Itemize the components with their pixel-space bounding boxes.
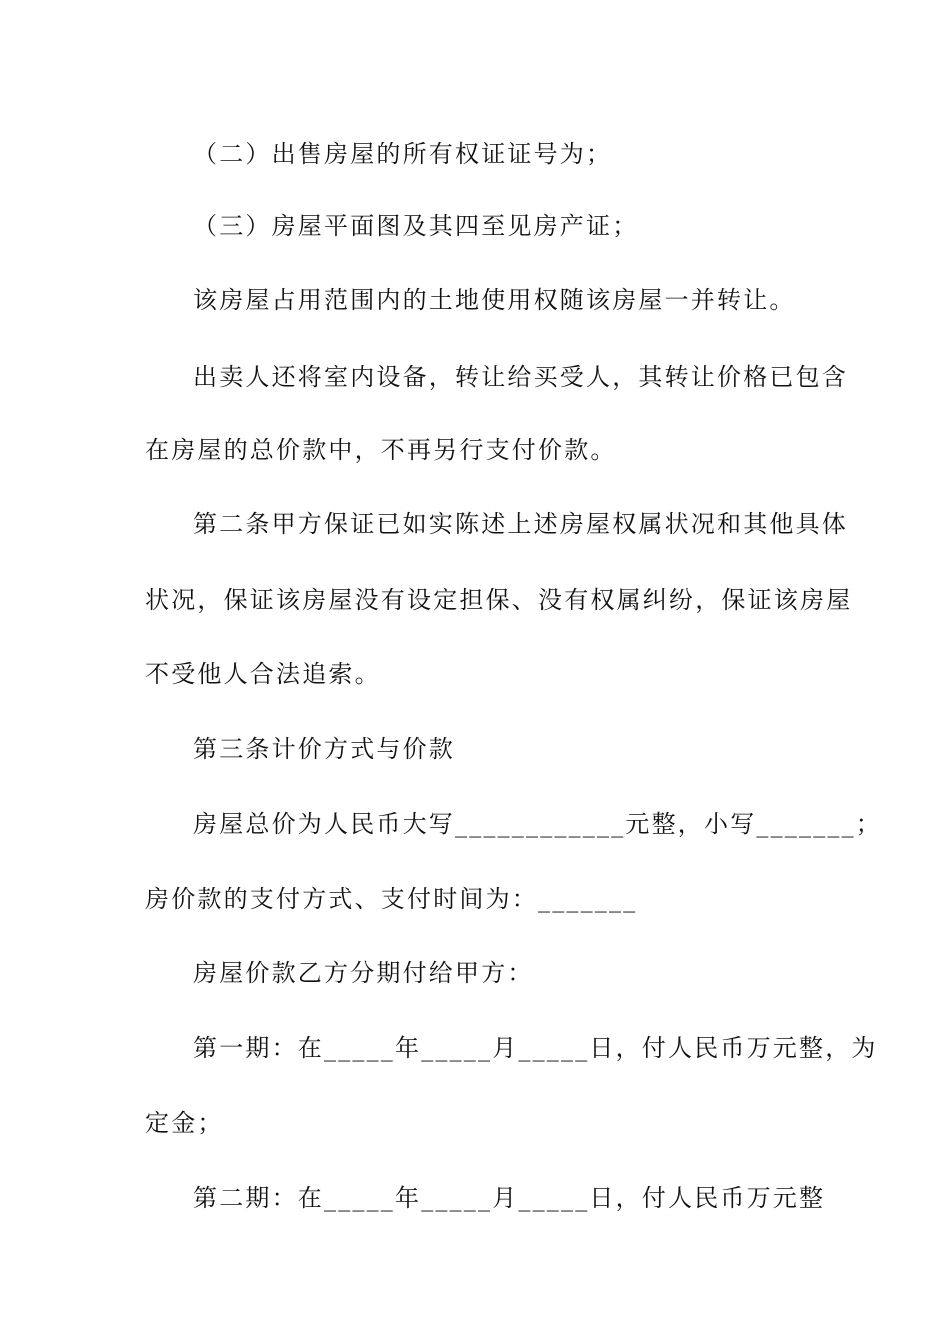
article-three-heading: 第三条计价方式与价款: [193, 735, 455, 763]
installment-intro: 房屋价款乙方分期付给甲方：: [193, 959, 534, 987]
installment-one-line2: 定金；: [145, 1109, 224, 1137]
paragraph-indoor-equipment-line1: 出卖人还将室内设备，转让给买受人，其转让价格已包含: [193, 363, 848, 391]
installment-one-line1: 第一期：在_____年_____月_____日，付人民币万元整，为: [193, 1034, 878, 1062]
paragraph-indoor-equipment-line2: 在房屋的总价款中，不再另行支付价款。: [145, 436, 617, 464]
article-two-line2: 状况，保证该房屋没有设定担保、没有权属纠纷，保证该房屋: [145, 586, 853, 614]
paragraph-floor-plan: （三）房屋平面图及其四至见房产证；: [193, 212, 639, 240]
payment-method-line: 房价款的支付方式、支付时间为：_______: [145, 885, 638, 913]
installment-two-line1: 第二期：在_____年_____月_____日，付人民币万元整: [193, 1184, 826, 1212]
total-price-line: 房屋总价为人民币大写____________元整，小写_______；: [193, 810, 882, 838]
paragraph-certificate-number: （二）出售房屋的所有权证证号为；: [193, 140, 613, 168]
article-two-line1: 第二条甲方保证已如实陈述上述房屋权属状况和其他具体: [193, 510, 848, 538]
article-two-line3: 不受他人合法追索。: [145, 660, 381, 688]
paragraph-land-use-right: 该房屋占用范围内的土地使用权随该房屋一并转让。: [193, 286, 796, 314]
